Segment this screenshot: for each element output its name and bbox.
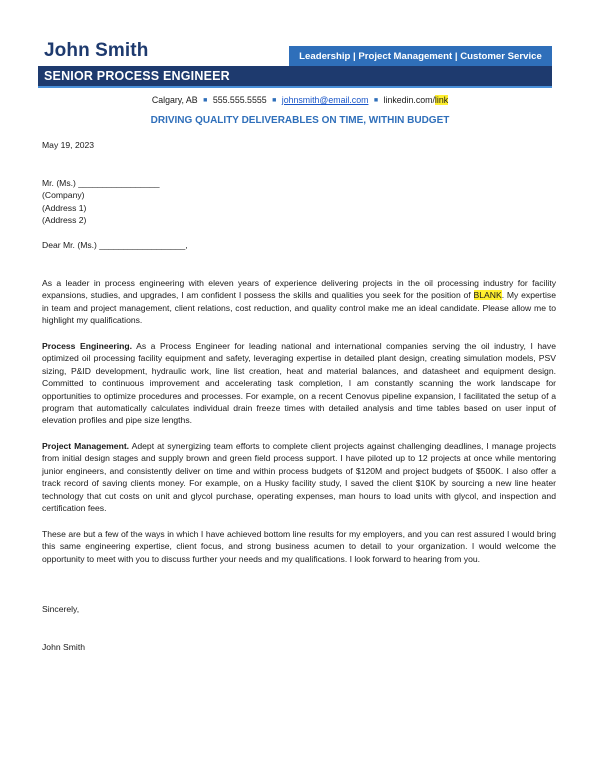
intro-paragraph xyxy=(42,277,556,327)
recipient-address-1: (Address 1) xyxy=(42,202,87,213)
bullet-icon: ■ xyxy=(203,97,208,104)
recipient-address-2: (Address 2) xyxy=(42,215,87,226)
closing-paragraph: These are but a few of the ways in which I have achieved bottom line results for my employers, and you can rest assured I would bring this same engineering expertise, client focus, and strong business acumen to detail to your organization. I would welcome the opportunity to meet with you to discuss further your needs and my qualifications. I look forward to hearing from you. xyxy=(42,529,556,564)
title-underline xyxy=(38,86,552,88)
tagline: DRIVING QUALITY DELIVERABLES ON TIME, WITHIN BUDGET xyxy=(150,115,450,126)
salutation: Dear Mr. (Ms.) __________________, xyxy=(42,240,188,250)
job-title-bar: SENIOR PROCESS ENGINEER xyxy=(38,66,552,86)
recipient-name: Mr. (Ms.) _________________ xyxy=(42,178,160,188)
location: Calgary, AB xyxy=(151,95,198,105)
project-management-heading: Project Management. xyxy=(42,441,130,451)
closing: Sincerely, xyxy=(42,604,80,614)
bullet-icon: ■ xyxy=(272,97,277,104)
intro-text-start: As a leader in process engineering with eleven years of experience delivering projects in the oil processing industry for facility expansions, studies, and upgrades, I am confident I possess the skills and qualities you seek for the position of xyxy=(42,278,556,301)
process-engineering-text: As a Process Engineer for leading national and international companies serving the oil industry, I have optimized oil processing facility equipment and safety, leveraging expertise in detailed plant design, creating simulation models, PSV sizing, P&ID development, hydraulic work, line list creation, heat and material balances, and datasheet and equipment design. Committed to continuous improvement and accelerating task completion, I am constantly scanning the work landscape for opportunities to optimize procedures and processes. For example, on a recent Cenovus pipeline expansion, I facilitated the setup of a program that automatically calculates individual drain freeze times with detailed analysis and time tables based on user input of elevation profiles and pipe size lengths. xyxy=(42,341,556,426)
process-engineering-paragraph xyxy=(42,340,556,427)
recipient-company: (Company) xyxy=(42,190,85,201)
skills-banner: Leadership | Project Management | Customer Service xyxy=(289,46,552,68)
recipient-block xyxy=(42,177,556,227)
linkedin-prefix[interactable]: linkedin.com/ xyxy=(383,95,435,105)
linkedin-highlight[interactable]: link xyxy=(434,95,449,105)
letter-date: May 19, 2023 xyxy=(42,140,95,150)
intro-text-end: . My expertise in team and project management, client relations, cost reduction, and quality control make me an ideal candidate. Please allow me to highlight my qualifications. xyxy=(42,290,556,326)
contact-line xyxy=(0,95,600,105)
phone: 555.555.5555 xyxy=(212,95,267,105)
project-management-text: Adept at synergizing team efforts to complete client projects against challenging deadlines, I manage projects from initial design stages and supply brown and green field process support. I have piloted up to 12 projects at once while mentoring junior engineers, and consistently deliver on time and within process budgets of $120M and project budgets of $500K. I also offer a track record of saving clients money. For example, on a Husky facility study, I saved the client $10K by sourcing a new line heater technology that cut costs on unit and glycol purchase, operating expenses, man hours to load units with glycol, and inspection and certification fees. xyxy=(42,441,557,514)
process-engineering-heading: Process Engineering. xyxy=(42,341,133,351)
signature: John Smith xyxy=(42,642,85,652)
project-management-paragraph xyxy=(42,440,556,514)
email-link[interactable]: johnsmith@email.com xyxy=(281,95,369,105)
position-highlight: BLANK xyxy=(473,290,502,301)
bullet-icon: ■ xyxy=(373,97,379,104)
applicant-name: John Smith xyxy=(44,40,149,61)
